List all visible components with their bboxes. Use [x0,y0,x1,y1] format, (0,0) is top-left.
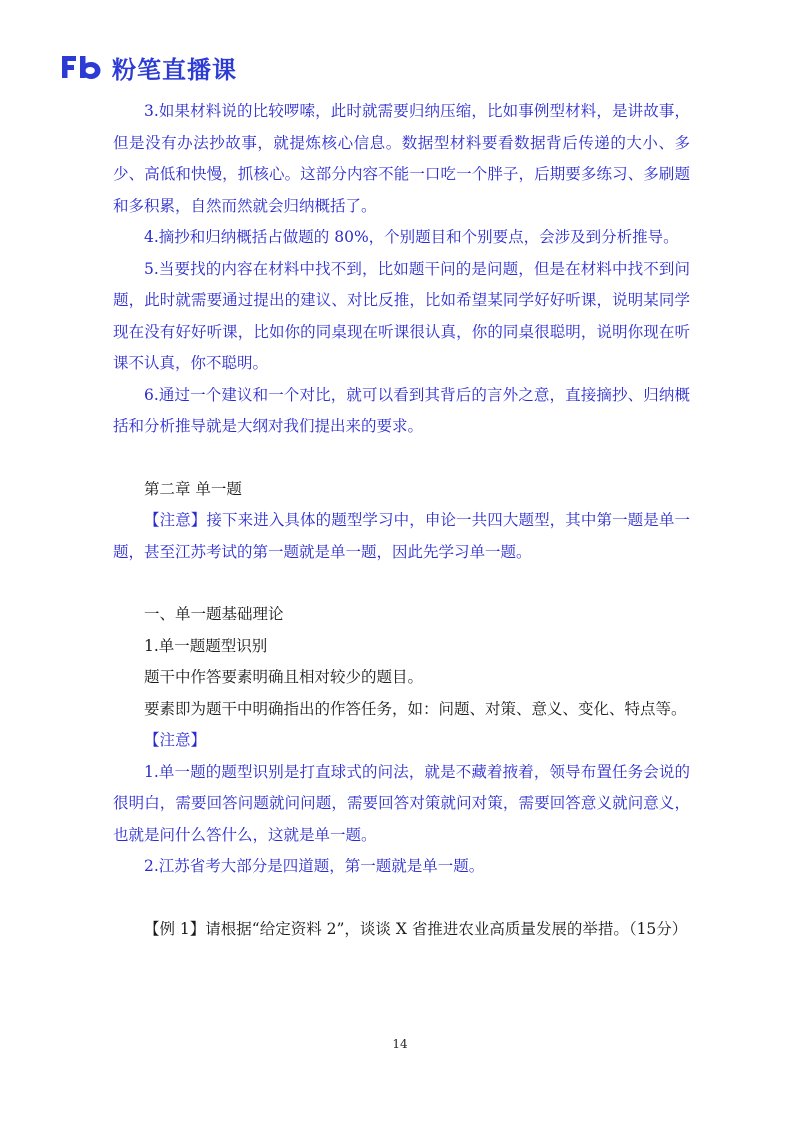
section-heading: 一、单一题基础理论 [144,605,284,623]
note-point-1: 1.单一题的题型识别是打直球式的问法，就是不藏着掖着，领导布置任务会说的很明白，需要回答问题就问问题，需要回答对策就问对策，需要回答意义就问意义，也就是问什么答什么，这就是单一题。 [113,762,690,844]
spacer [113,443,690,474]
paragraph-point-3: 3.如果材料说的比较啰嗦，此时就需要归纳压缩，比如事例型材料，是讲故事，但是没有办法抄故事，就提炼核心信息。数据型材料要看数据背后传递的大小、多少、高低和快慢，抓核心。这部分内容不能一口吃一个胖子，后期要多练习、多刷题和多积累，自然而然就会归纳概括了。 [113,102,690,215]
note-point-2: 2.江苏省考大部分是四道题，第一题就是单一题。 [144,857,485,875]
element-definition-text: 要素即为题干中明确指出的作答任务，如：问题、对策、意义、变化、特点等。 [144,699,687,718]
example-question: 【例 1】请根据“给定资料 2”，谈谈 X 省推进农业高质量发展的举措。（15分） [144,919,688,938]
fb-logo-icon [60,54,104,80]
page-number: 14 [392,1037,408,1051]
paragraph-point-4: 4.摘抄和归纳概括占做题的 80%，个别题目和个别要点，会涉及到分析推导。 [144,228,679,246]
note-heading: 【注意】 [144,731,207,749]
page-header [60,50,237,84]
document-body [113,96,690,945]
spacer [113,568,690,599]
paragraph-point-6: 6.通过一个建议和一个对比，就可以看到其背后的言外之意，直接摘抄、归纳概括和分析推导就是大纲对我们提出来的要求。 [113,385,690,435]
chapter-heading: 第二章 单一题 [144,479,242,498]
definition-text: 题干中作答要素明确且相对较少的题目。 [144,668,424,686]
chapter-note: 【注意】接下来进入具体的题型学习中，申论一共四大题型，其中第一题是单一题，甚至江苏考试的第一题就是单一题，因此先学习单一题。 [113,511,690,561]
brand-logo-text: 粉笔直播课 [112,55,237,84]
spacer [113,883,690,914]
subsection-heading: 1.单一题题型识别 [144,636,268,655]
paragraph-point-5: 5.当要找的内容在材料中找不到，比如题干问的是问题，但是在材料中找不到问题，此时就需要通过提出的建议、对比反推，比如希望某同学好好听课，说明某同学现在没有好好听课，比如你的同桌现在听课很认真，你的同桌很聪明，说明你现在听课不认真，你不聪明。 [113,259,690,372]
